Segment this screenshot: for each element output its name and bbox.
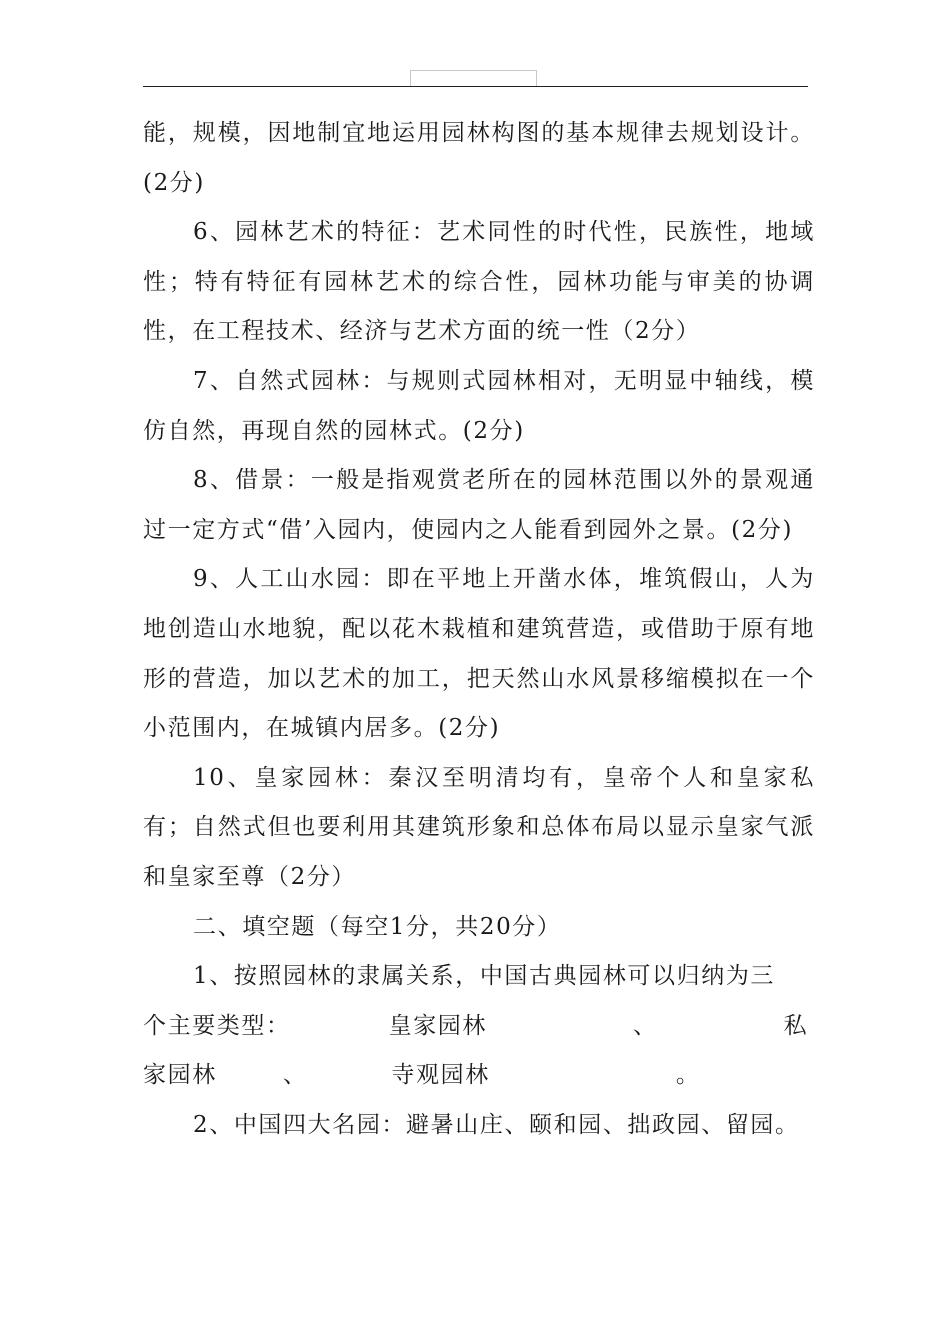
answer-2-part-2: 家园林: [143, 1062, 217, 1089]
question-2-text: 2、中国四大名园：避暑山庄、颐和园、拙政园、留园。: [193, 1111, 800, 1138]
paragraph-item-9: 9、人工山水园：即在平地上开凿水体，堆筑假山，人为地创造山水地貌，配以花木栽植和建筑营造，或借助于原有地形的营造，加以艺术的加工，把天然山水风景移缩模拟在一个小范围内，在城镇内居多。(2分): [143, 566, 815, 742]
separator-2: 、: [282, 1062, 308, 1089]
line-end: 。: [675, 1062, 701, 1089]
paragraph-continuation: 能，规模，因地制宜地运用园林构图的基本规律去规划设计。(2分): [143, 120, 815, 196]
answer-1: 皇家园林: [388, 1012, 488, 1039]
document-body: [143, 109, 815, 1150]
question-1-prefix: 个主要类型：: [143, 1012, 291, 1039]
paragraph-item-6: 6、园林艺术的特征：艺术同性的时代性，民族性，地域性；特有特征有园林艺术的综合性，园林功能与审美的协调性，在工程技术、经济与艺术方面的统一性（2分）: [143, 219, 815, 345]
question-1-text: 1、按照园林的隶属关系，中国古典园林可以归纳为三: [193, 963, 776, 990]
question-1-answer-line-2: [143, 1051, 815, 1101]
paragraph-item-10: 10、皇家园林：秦汉至明清均有，皇帝个人和皇家私有；自然式但也要利用其建筑形象和总体布局以显示皇家气派和皇家至尊（2分）: [143, 764, 815, 890]
section-heading-fill-blank: 二、填空题（每空1分，共20分）: [193, 913, 562, 940]
paragraph-item-8: 8、借景：一般是指观赏老所在的园林范围以外的景观通过一定方式“借’入园内，使园内之人能看到园外之景。(2分): [143, 467, 815, 543]
separator-1: 、: [633, 1012, 658, 1039]
answer-3: 寺观园林: [391, 1062, 490, 1089]
paragraph-item-7: 7、自然式园林：与规则式园林相对，无明显中轴线，模仿自然，再现自然的园林式。(2分): [143, 367, 815, 444]
question-1-answer-line-1: [143, 1002, 815, 1052]
header-box: [410, 70, 537, 87]
header-rule: [143, 86, 808, 87]
answer-2-part-1: 私: [783, 1012, 809, 1039]
